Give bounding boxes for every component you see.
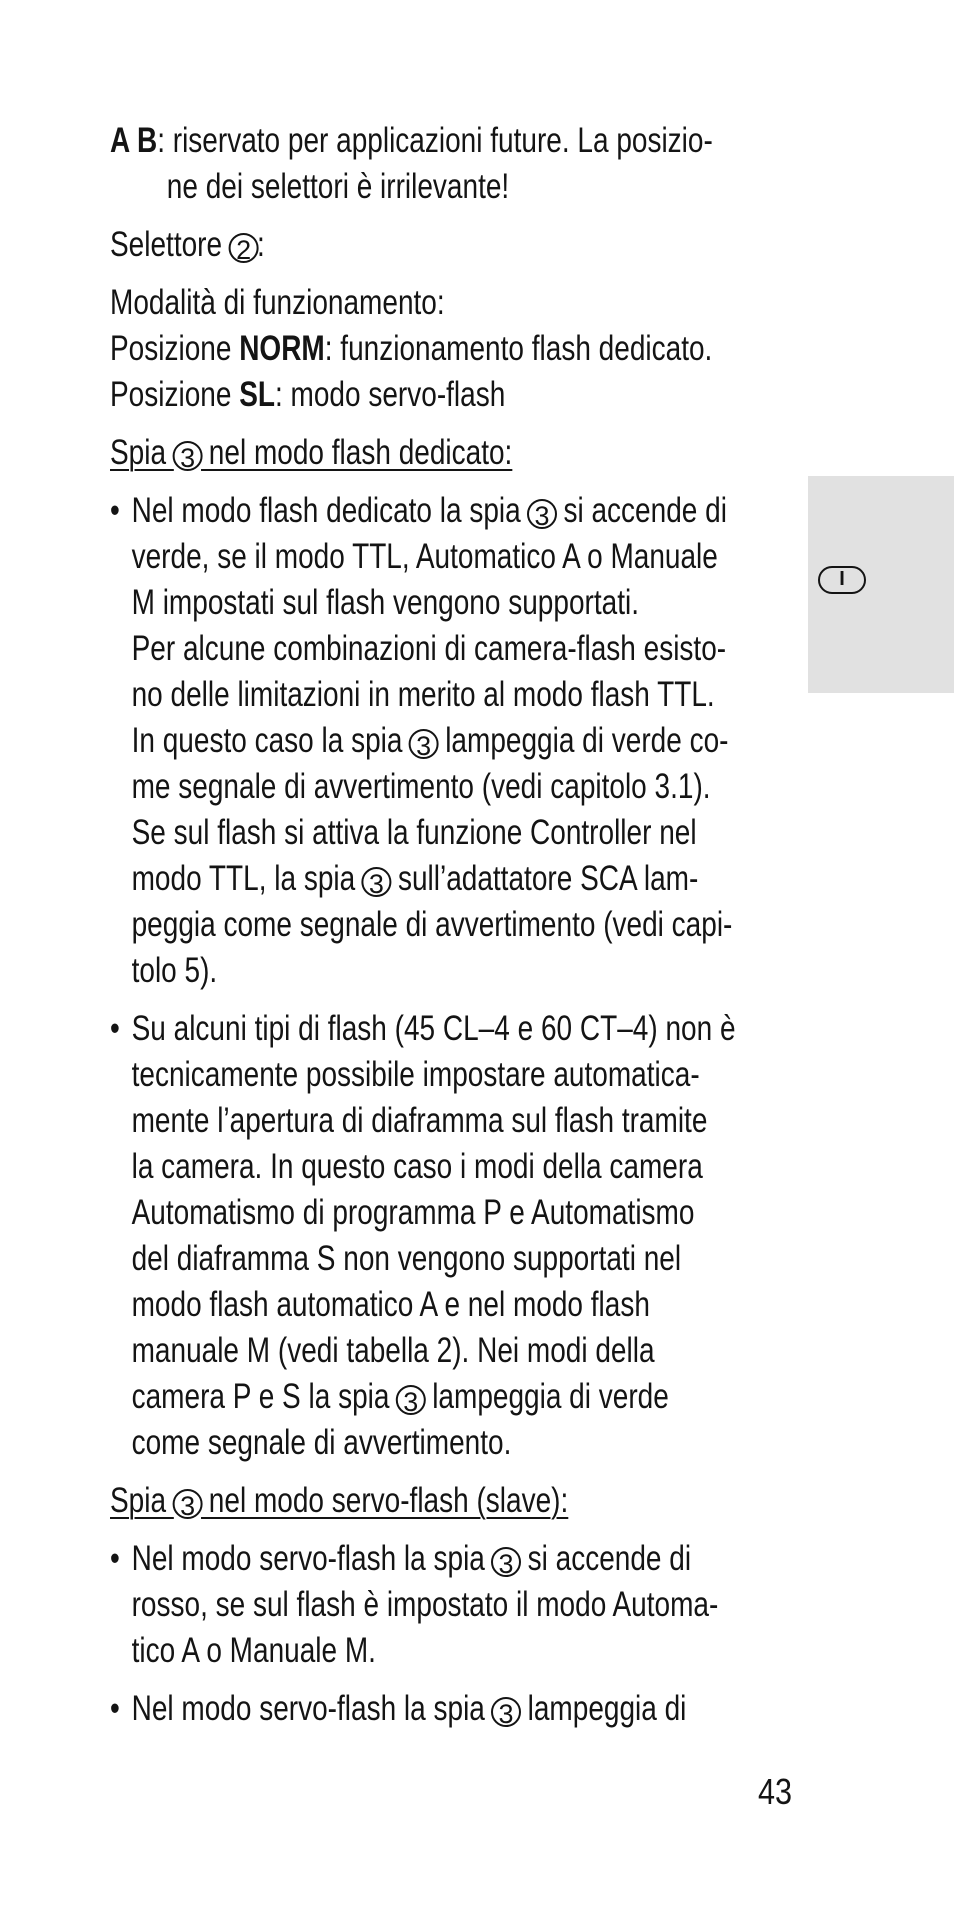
circled-number-2: 2 bbox=[228, 233, 258, 263]
circled-number-3: 3 bbox=[172, 1489, 202, 1519]
bullet-slave-1: • Nel modo servo-flash la spia 3 si accende di rosso, se sul flash è impostato il modo Automa- tico A o Manuale M. bbox=[110, 1536, 827, 1674]
language-badge: I bbox=[818, 566, 866, 594]
norm-key: NORM bbox=[239, 329, 325, 368]
mode-title: Modalità di funzionamento: bbox=[110, 283, 445, 322]
bullet-dot: • bbox=[110, 1539, 120, 1578]
circled-number-3: 3 bbox=[396, 1385, 426, 1415]
ab-paragraph bbox=[110, 118, 805, 210]
ab-line-1: : riservato per applicazioni future. La posizio- bbox=[157, 121, 713, 160]
bullet-dedicated-1: • Nel modo flash dedicato la spia 3 si accende di verde, se il modo TTL, Automatico A o Manuale M impostati sul flash vengono supportati. Per alcune combinazioni di camera-flash esisto- no delle limitazioni in merito al modo flash TTL. In questo caso la spia 3 lampeggia di verde co- me segnale di avvertimento (vedi capitolo 3.1). Se sul flash si attiva la funzione Controller nel modo TTL, la spia 3 sull’adattatore SCA lam- peggia come segnale di avvertimento (vedi capi- tolo 5). bbox=[110, 488, 827, 994]
circled-number-3: 3 bbox=[491, 1697, 521, 1727]
page-body bbox=[110, 118, 736, 1732]
selettore-label: Selettore 2 : bbox=[110, 225, 265, 265]
circled-number-3: 3 bbox=[491, 1547, 521, 1577]
circled-number-3: 3 bbox=[409, 729, 439, 759]
mode-section bbox=[110, 280, 805, 418]
mode-sl-line: Posizione SL: modo servo-flash bbox=[110, 375, 506, 414]
ab-line-2: ne dei selettori è irrilevante! bbox=[166, 167, 510, 206]
circled-number-3: 3 bbox=[527, 499, 557, 529]
sl-key: SL bbox=[239, 375, 275, 414]
bullet-slave-2: • Nel modo servo-flash la spia 3 lampeggia di bbox=[110, 1686, 827, 1732]
bullet-dedicated-2: • Su alcuni tipi di flash (45 CL–4 e 60 CT–4) non è tecnicamente possibile impostare automatica- mente l’apertura di diaframma sul flash tramite la camera. In questo caso i modi della camera Automatismo di programma P e Automatismo del diaframma S non vengono supportati nel modo flash automatico A e nel modo flash manuale M (vedi tabella 2). Nei modi della camera P e S la spia 3 lampeggia di verde come segnale di avvertimento. bbox=[110, 1006, 827, 1466]
page-number: 43 bbox=[758, 1771, 793, 1812]
circled-number-3: 3 bbox=[362, 867, 392, 897]
heading-dedicated-mode: Spia 3 nel modo flash dedicato: bbox=[110, 433, 513, 473]
bullet-dot: • bbox=[110, 491, 120, 530]
heading-slave-mode: Spia 3 nel modo servo-flash (slave): bbox=[110, 1481, 569, 1521]
bullet-dot: • bbox=[110, 1009, 120, 1048]
bullet-dot: • bbox=[110, 1689, 120, 1728]
circled-number-3: 3 bbox=[172, 441, 202, 471]
ab-label: A B bbox=[110, 121, 158, 160]
mode-norm-line: Posizione NORM: funzionamento flash dedicato. bbox=[110, 329, 713, 368]
